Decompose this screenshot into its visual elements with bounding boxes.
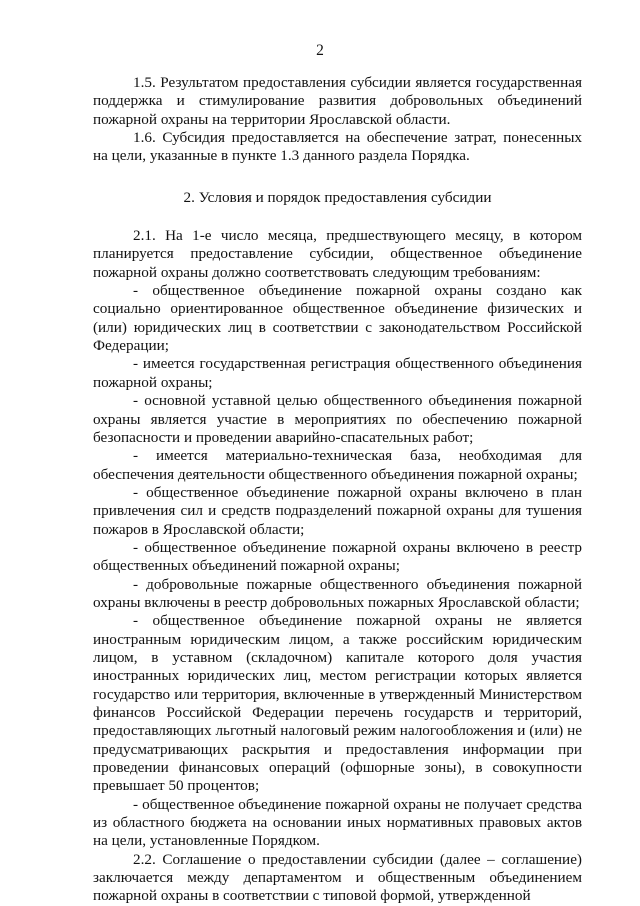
requirement-item: - имеется государственная регистрация общественного объединения пожарной охраны; <box>93 355 582 391</box>
document-body <box>93 74 582 906</box>
requirement-item: - общественное объединение пожарной охраны включено в реестр общественных объединений пожарной охраны; <box>93 538 582 575</box>
page-number: 2 <box>316 42 324 59</box>
requirement-item: - общественное объединение пожарной охраны не получает средства из областного бюджета на основании иных нормативных правовых актов на цели, установленные Порядком. <box>93 795 582 850</box>
paragraph-2-1: 2.1. На 1-е число месяца, предшествующего месяцу, в котором планируется предоставление субсидии, общественное объединение пожарной охраны должно соответствовать следующим требованиям: <box>93 227 582 281</box>
requirement-item: - общественное объединение пожарной охраны включено в план привлечения сил и средств подразделений пожарной охраны для тушения пожаров в Ярославской области; <box>93 483 582 538</box>
paragraph-1-5: 1.5. Результатом предоставления субсидии является государственная поддержка и стимулирование развития добровольных объединений пожарной охраны на территории Ярославской области. <box>93 74 582 128</box>
requirement-item: - имеется материально-техническая база, необходимая для обеспечения деятельности общественного объединения пожарной охраны; <box>93 447 582 483</box>
paragraph-1-6: 1.6. Субсидия предоставляется на обеспечение затрат, понесенных на цели, указанные в пункте 1.3 данного раздела Порядка. <box>93 129 582 165</box>
paragraph-2-2: 2.2. Соглашение о предоставлении субсидии (далее – соглашение) заключается между департаментом и общественным объединением пожарной охраны в соответствии с типовой формой, утвержденной <box>93 850 582 905</box>
section-heading: 2. Условия и порядок предоставления субсидии <box>183 188 492 206</box>
requirement-item: - общественное объединение пожарной охраны создано как социально ориентированное общественное объединение физических и (или) юридических лиц в соответствии с законодательством Российской Федерации; <box>93 282 582 355</box>
requirements-list <box>93 282 582 851</box>
requirement-item: - общественное объединение пожарной охраны не является иностранным юридическим лицом, а также российским юридическим лицом, в уставном (складочном) капитале которого доля участия иностранных юридических лиц, местом регистрации которых является государство или территория, включенные в утвержденный Министерством финансов Российской Федерации перечень государств и территорий, предоставляющих льготный налоговый режим налогообложения и (или) не предусматривающих раскрытия и предоставления информации при проведении финансовых операций (офшорные зоны), в совокупности превышает 50 процентов; <box>93 612 582 795</box>
requirement-item: - добровольные пожарные общественного объединения пожарной охраны включены в реестр добровольных пожарных Ярославской области; <box>93 575 582 611</box>
requirement-item: - основной уставной целью общественного объединения пожарной охраны является участие в мероприятиях по обеспечению пожарной безопасности и проведении аварийно-спасательных работ; <box>93 392 582 446</box>
